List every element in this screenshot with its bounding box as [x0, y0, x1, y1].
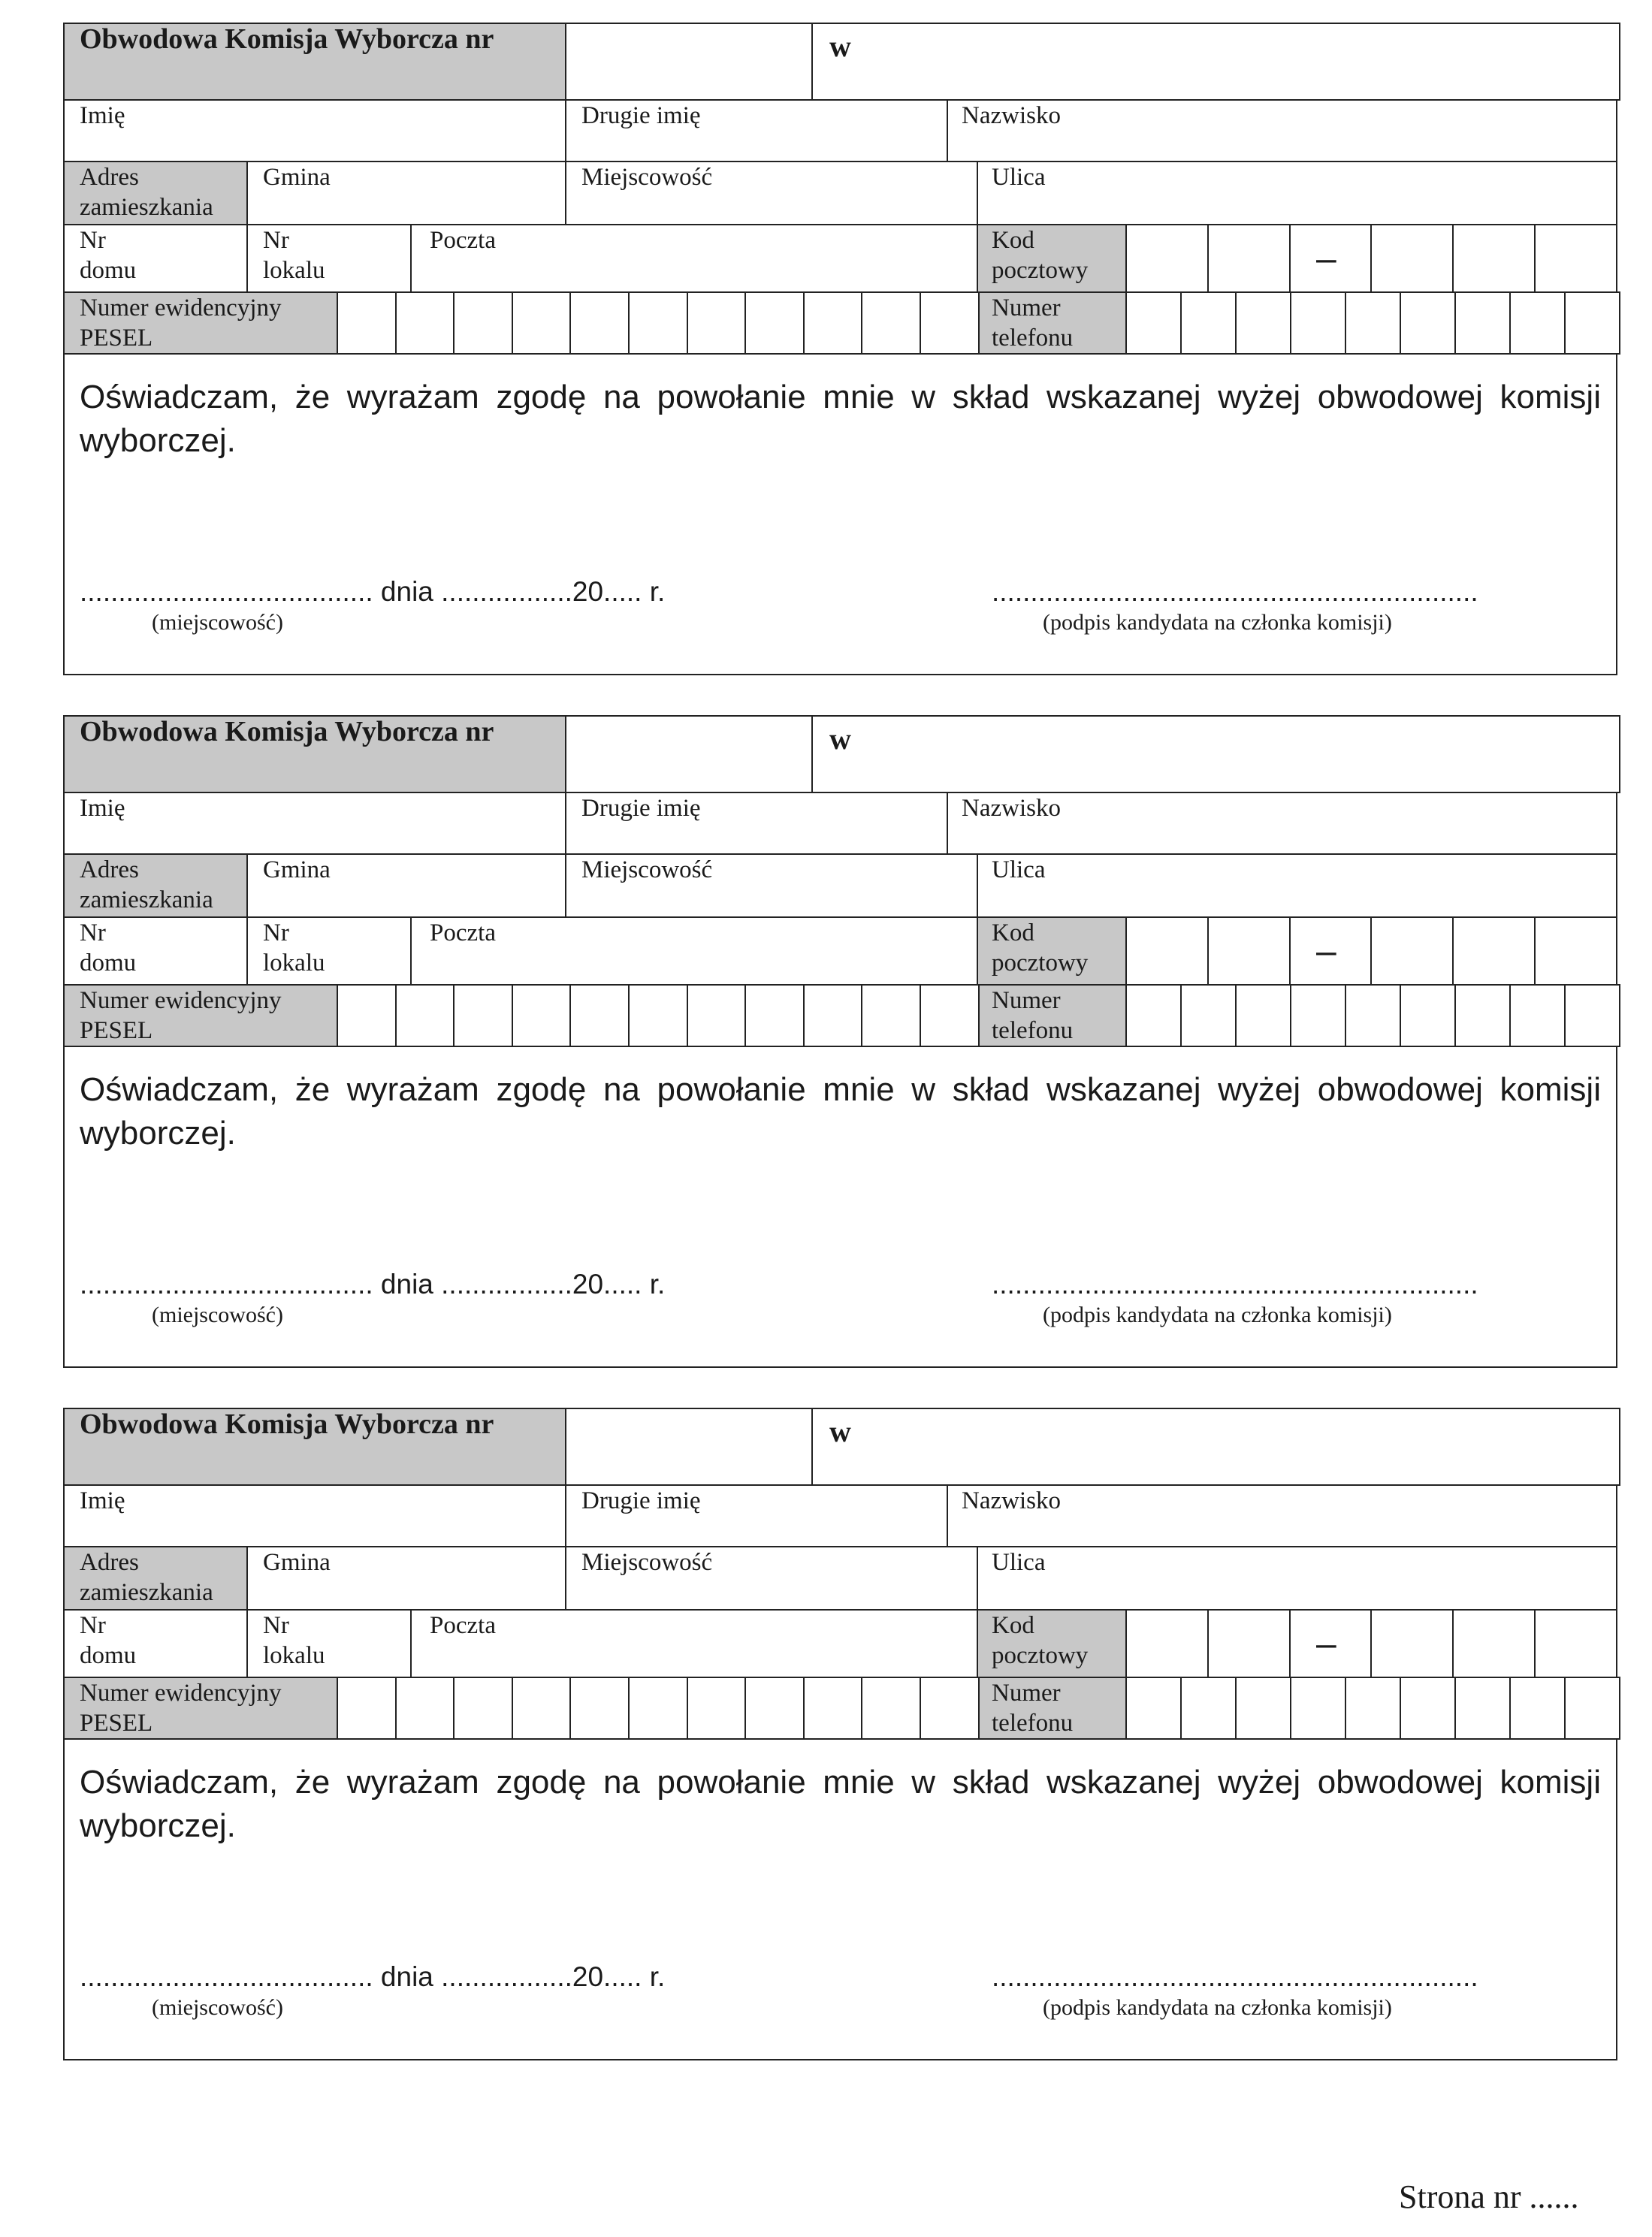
declaration-text: Oświadczam, że wyrażam zgodę na powołanie mnie w skład wskazanej wyżej obwodowej komisji wyborczej.: [80, 1764, 1601, 1844]
postal-digit-4[interactable]: [1452, 224, 1536, 293]
phone-digit-box[interactable]: [1180, 1677, 1237, 1740]
phone-digit-box[interactable]: [1125, 291, 1182, 355]
postal-digit-3[interactable]: [1370, 1609, 1454, 1678]
address-label: Adres zamieszkania: [80, 856, 213, 913]
gmina-label: Gmina: [263, 1549, 331, 1576]
post-office-label: Poczta: [430, 227, 496, 254]
house-number-label: Nr domu: [80, 919, 137, 977]
phone-digit-box[interactable]: [1564, 291, 1620, 355]
phone-digit-box[interactable]: [1454, 291, 1511, 355]
phone-label: Numer telefonu: [992, 987, 1074, 1044]
signature-caption: (podpis kandydata na członka komisji): [1043, 1995, 1392, 2020]
flat-number-label: Nr lokalu: [263, 919, 325, 977]
house-number-label: Nr domu: [80, 227, 137, 284]
address-label: Adres zamieszkania: [80, 164, 213, 221]
phone-digit-box[interactable]: [1509, 291, 1566, 355]
phone-digit-box[interactable]: [1345, 1677, 1401, 1740]
pesel-digit-box[interactable]: [512, 984, 572, 1047]
phone-digit-box[interactable]: [1290, 984, 1346, 1047]
phone-digit-box[interactable]: [1125, 984, 1182, 1047]
phone-label: Numer telefonu: [992, 1680, 1074, 1737]
place-caption: (miejscowość): [152, 1995, 283, 2020]
street-label: Ulica: [992, 164, 1046, 191]
place-date-line[interactable]: ...................................... dnia .................20..... r.: [80, 1269, 666, 1300]
post-office-label: Poczta: [430, 919, 496, 946]
location-prefix-label: w: [829, 722, 851, 756]
phone-digit-box[interactable]: [1125, 1677, 1182, 1740]
postal-code-dash: –: [1316, 1624, 1336, 1664]
postal-digit-5[interactable]: [1534, 916, 1617, 986]
pesel-digit-box[interactable]: [920, 291, 980, 355]
postal-digit-5[interactable]: [1534, 224, 1617, 293]
street-label: Ulica: [992, 1549, 1046, 1576]
first-name-field[interactable]: [63, 1484, 566, 1547]
place-caption: (miejscowość): [152, 1303, 283, 1327]
street-label: Ulica: [992, 856, 1046, 883]
phone-digit-box[interactable]: [1345, 291, 1401, 355]
commission-number-field[interactable]: [565, 715, 813, 793]
phone-digit-box[interactable]: [1509, 1677, 1566, 1740]
first-name-field[interactable]: [63, 792, 566, 855]
town-label: Miejscowość: [581, 1549, 713, 1576]
signature-caption: (podpis kandydata na członka komisji): [1043, 610, 1392, 635]
pesel-digit-box[interactable]: [453, 984, 513, 1047]
signature-line[interactable]: ...............................................................: [992, 576, 1478, 607]
postal-digit-4[interactable]: [1452, 1609, 1536, 1678]
town-label: Miejscowość: [581, 856, 713, 883]
location-prefix-label: w: [829, 29, 851, 63]
commission-location-field[interactable]: [811, 1408, 1620, 1486]
candidate-form: [63, 23, 1617, 675]
signature-line[interactable]: ...............................................................: [992, 1961, 1478, 1992]
commission-number-field[interactable]: [565, 23, 813, 101]
pesel-digit-box[interactable]: [395, 1677, 455, 1740]
second-name-label: Drugie imię: [581, 102, 701, 129]
place-caption: (miejscowość): [152, 610, 283, 635]
pesel-digit-box[interactable]: [803, 291, 863, 355]
pesel-digit-box[interactable]: [569, 1677, 630, 1740]
signature-line[interactable]: ...............................................................: [992, 1269, 1478, 1300]
place-date-line[interactable]: ...................................... dnia .................20..... r.: [80, 576, 666, 607]
postal-code-dash: –: [1316, 931, 1336, 971]
pesel-digit-box[interactable]: [920, 1677, 980, 1740]
postal-digit-1[interactable]: [1125, 916, 1209, 986]
phone-digit-box[interactable]: [1400, 984, 1456, 1047]
location-prefix-label: w: [829, 1414, 851, 1448]
first-name-label: Imię: [80, 102, 125, 129]
phone-digit-box[interactable]: [1400, 1677, 1456, 1740]
postal-digit-1[interactable]: [1125, 1609, 1209, 1678]
pesel-digit-box[interactable]: [628, 291, 688, 355]
candidate-form: [63, 715, 1617, 1368]
pesel-label: Numer ewidencyjny PESEL: [80, 294, 282, 352]
pesel-digit-box[interactable]: [744, 1677, 805, 1740]
pesel-digit-box[interactable]: [512, 1677, 572, 1740]
phone-digit-box[interactable]: [1345, 984, 1401, 1047]
phone-digit-box[interactable]: [1564, 1677, 1620, 1740]
phone-digit-box[interactable]: [1454, 984, 1511, 1047]
commission-location-field[interactable]: [811, 715, 1620, 793]
commission-location-field[interactable]: [811, 23, 1620, 101]
surname-label: Nazwisko: [962, 795, 1061, 822]
street-field[interactable]: [977, 161, 1617, 225]
postal-digit-2[interactable]: [1207, 1609, 1291, 1678]
pesel-digit-box[interactable]: [569, 984, 630, 1047]
address-label: Adres zamieszkania: [80, 1549, 213, 1606]
postal-digit-3[interactable]: [1370, 916, 1454, 986]
second-name-label: Drugie imię: [581, 795, 701, 822]
phone-digit-box[interactable]: [1564, 984, 1620, 1047]
pesel-digit-box[interactable]: [569, 291, 630, 355]
street-field[interactable]: [977, 853, 1617, 918]
second-name-label: Drugie imię: [581, 1487, 701, 1514]
pesel-digit-box[interactable]: [395, 984, 455, 1047]
first-name-label: Imię: [80, 1487, 125, 1514]
pesel-digit-box[interactable]: [395, 291, 455, 355]
commission-label: Obwodowa Komisja Wyborcza nr: [80, 716, 494, 747]
post-office-label: Poczta: [430, 1612, 496, 1639]
page-number: Strona nr ......: [1399, 2178, 1579, 2215]
pesel-label: Numer ewidencyjny PESEL: [80, 987, 282, 1044]
commission-label: Obwodowa Komisja Wyborcza nr: [80, 1408, 494, 1440]
surname-label: Nazwisko: [962, 1487, 1061, 1514]
pesel-digit-box[interactable]: [861, 984, 921, 1047]
pesel-digit-box[interactable]: [687, 291, 747, 355]
phone-digit-box[interactable]: [1290, 291, 1346, 355]
pesel-digit-box[interactable]: [744, 984, 805, 1047]
postal-digit-4[interactable]: [1452, 916, 1536, 986]
pesel-digit-box[interactable]: [628, 984, 688, 1047]
phone-label: Numer telefonu: [992, 294, 1074, 352]
phone-digit-box[interactable]: [1180, 984, 1237, 1047]
phone-digit-box[interactable]: [1290, 1677, 1346, 1740]
pesel-digit-box[interactable]: [337, 984, 397, 1047]
pesel-digit-box[interactable]: [453, 1677, 513, 1740]
gmina-label: Gmina: [263, 164, 331, 191]
candidate-form: [63, 1408, 1617, 2060]
postal-digit-1[interactable]: [1125, 224, 1209, 293]
surname-label: Nazwisko: [962, 102, 1061, 129]
postal-code-label: Kod pocztowy: [992, 1612, 1089, 1669]
signature-caption: (podpis kandydata na członka komisji): [1043, 1303, 1392, 1327]
pesel-label: Numer ewidencyjny PESEL: [80, 1680, 282, 1737]
pesel-digit-box[interactable]: [920, 984, 980, 1047]
pesel-digit-box[interactable]: [861, 1677, 921, 1740]
pesel-digit-box[interactable]: [337, 291, 397, 355]
pesel-digit-box[interactable]: [803, 1677, 863, 1740]
phone-digit-box[interactable]: [1235, 1677, 1291, 1740]
pesel-digit-box[interactable]: [803, 984, 863, 1047]
pesel-digit-box[interactable]: [687, 1677, 747, 1740]
postal-digit-2[interactable]: [1207, 224, 1291, 293]
house-number-label: Nr domu: [80, 1612, 137, 1669]
first-name-label: Imię: [80, 795, 125, 822]
pesel-digit-box[interactable]: [861, 291, 921, 355]
pesel-digit-box[interactable]: [744, 291, 805, 355]
postal-code-label: Kod pocztowy: [992, 227, 1089, 284]
pesel-digit-box[interactable]: [453, 291, 513, 355]
pesel-digit-box[interactable]: [687, 984, 747, 1047]
phone-digit-box[interactable]: [1235, 984, 1291, 1047]
phone-digit-box[interactable]: [1400, 291, 1456, 355]
commission-number-field[interactable]: [565, 1408, 813, 1486]
street-field[interactable]: [977, 1546, 1617, 1611]
phone-digit-box[interactable]: [1454, 1677, 1511, 1740]
phone-digit-box[interactable]: [1509, 984, 1566, 1047]
pesel-digit-box[interactable]: [512, 291, 572, 355]
pesel-digit-box[interactable]: [337, 1677, 397, 1740]
postal-digit-5[interactable]: [1534, 1609, 1617, 1678]
declaration-text: Oświadczam, że wyrażam zgodę na powołanie mnie w skład wskazanej wyżej obwodowej komisji wyborczej.: [80, 379, 1601, 459]
town-label: Miejscowość: [581, 164, 713, 191]
phone-digit-box[interactable]: [1180, 291, 1237, 355]
first-name-field[interactable]: [63, 99, 566, 162]
gmina-label: Gmina: [263, 856, 331, 883]
postal-code-dash: –: [1316, 239, 1336, 279]
postal-digit-2[interactable]: [1207, 916, 1291, 986]
flat-number-label: Nr lokalu: [263, 1612, 325, 1669]
postal-code-label: Kod pocztowy: [992, 919, 1089, 977]
place-date-line[interactable]: ...................................... dnia .................20..... r.: [80, 1961, 666, 1992]
declaration-text: Oświadczam, że wyrażam zgodę na powołanie mnie w skład wskazanej wyżej obwodowej komisji wyborczej.: [80, 1071, 1601, 1152]
phone-digit-box[interactable]: [1235, 291, 1291, 355]
commission-label: Obwodowa Komisja Wyborcza nr: [80, 23, 494, 55]
pesel-digit-box[interactable]: [628, 1677, 688, 1740]
postal-digit-3[interactable]: [1370, 224, 1454, 293]
flat-number-label: Nr lokalu: [263, 227, 325, 284]
